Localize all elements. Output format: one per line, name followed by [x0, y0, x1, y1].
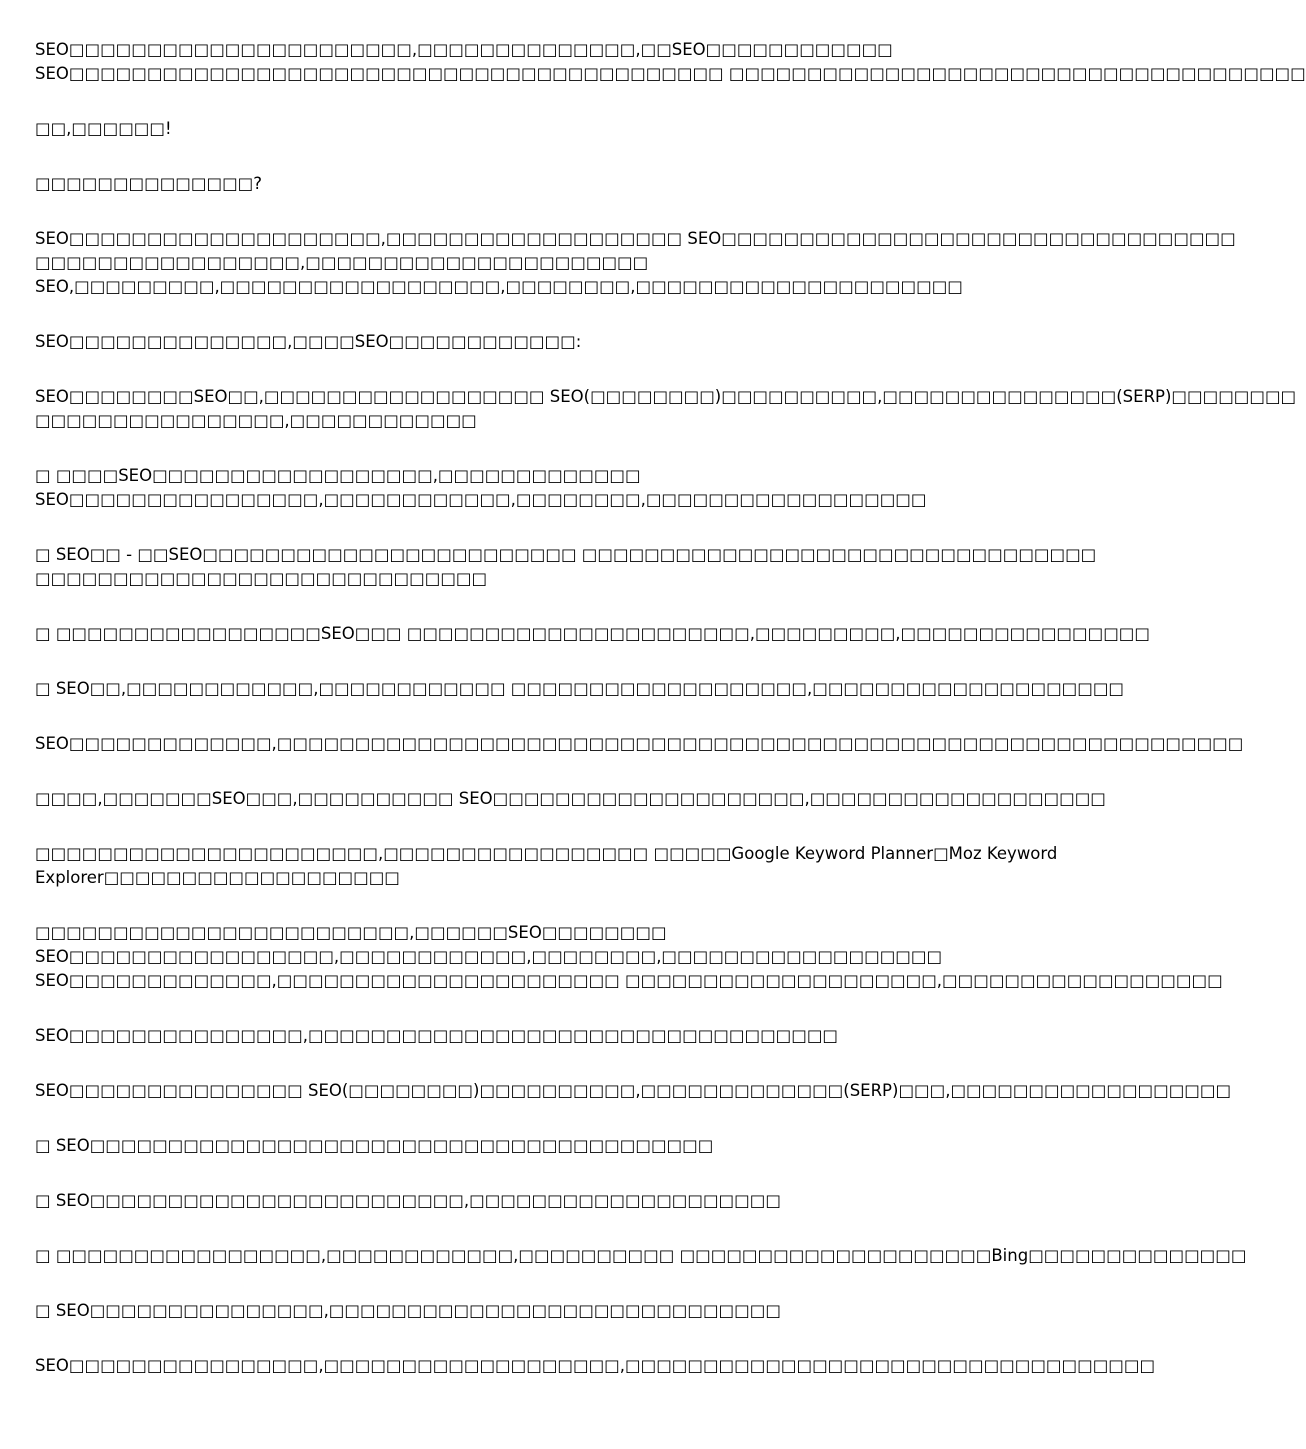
text-line: SEO□□□□□□□□SEO□□,□□□□□□□□□□□□□□□□□□ SEO(□□□□□□□□)□□□□□□□□□□,□□□□□□□□□□□□□□□(SERP)□□□□□□□□ [35, 387, 1297, 406]
paragraph-2 [35, 117, 995, 141]
paragraph-17 [35, 1134, 995, 1158]
paragraph-5 [35, 330, 995, 354]
text-line: □□□□□□□□□□□□□□□□□□□□□□□□□□□□□ [35, 569, 488, 588]
text-line: SEO□□□□□□□□□□□□□□□□,□□□□□□□□□□□□,□□□□□□□□,□□□□□□□□□□□□□□□□□□ [35, 490, 927, 509]
text-line: SEO,□□□□□□□□□,□□□□□□□□□□□□□□□□□□,□□□□□□□□,□□□□□□□□□□□□□□□□□□□□□ [35, 277, 963, 296]
paragraph-10 [35, 677, 1125, 701]
text-line: □□□□,□□□□□□□SEO□□□,□□□□□□□□□□ SEO□□□□□□□□□□□□□□□□□□□□,□□□□□□□□□□□□□□□□□□□ [35, 789, 1106, 808]
text-line: □□□□□□□□□□□□□□□□□,□□□□□□□□□□□□□□□□□□□□□□ [35, 253, 649, 272]
paragraph-1 [35, 38, 1306, 86]
paragraph-18 [35, 1189, 995, 1213]
paragraph-11 [35, 732, 1244, 756]
paragraph-7 [35, 464, 995, 512]
paragraph-12 [35, 787, 1106, 811]
text-line: SEO□□□□□□□□□□□□□□□□□□□□□□,□□□□□□□□□□□□□□,□□SEO□□□□□□□□□□□□ [35, 40, 893, 59]
text-line: □ SEO□□□□□□□□□□□□□□□□□□□□□□□□□□□□□□□□□□□□□□□□ [35, 1136, 714, 1155]
text-line: SEO□□□□□□□□□□□□□□□□,□□□□□□□□□□□□□□□□□□□,□□□□□□□□□□□□□□□□□□□□□□□□□□□□□□□□□□ [35, 1356, 1156, 1375]
text-line: □ □□□□□□□□□□□□□□□□□SEO□□□ □□□□□□□□□□□□□□□□□□□□□□,□□□□□□□□□,□□□□□□□□□□□□□□□□ [35, 624, 1150, 643]
text-line: SEO□□□□□□□□□□□□□□□□□□□□□□□□□□□□□□□□□□□□□□□□□□ □□□□□□□□□□□□□□□□□□□□□□□□□□□□□□□□□□□□□ [35, 64, 1306, 83]
paragraph-13 [35, 842, 1058, 890]
paragraph-9 [35, 622, 1150, 646]
text-line: □ □□□□SEO□□□□□□□□□□□□□□□□□□,□□□□□□□□□□□□□ [35, 466, 641, 485]
text-line: SEO□□□□□□□□□□□□□,□□□□□□□□□□□□□□□□□□□□□□ □□□□□□□□□□□□□□□□□□□□,□□□□□□□□□□□□□□□□□□ [35, 971, 1223, 990]
text-line: □ □□□□□□□□□□□□□□□□□,□□□□□□□□□□□□,□□□□□□□□□□ □□□□□□□□□□□□□□□□□□□□Bing□□□□□□□□□□□□□□ [35, 1246, 1247, 1265]
text-line: □□□□□□□□□□□□□□□□□□□□□□□□,□□□□□□SEO□□□□□□□□ [35, 923, 667, 942]
text-line: □□□□□□□□□□□□□□□□□□□□□□,□□□□□□□□□□□□□□□□□ □□□□□Google Keyword Planner□Moz Keyword [35, 844, 1058, 863]
paragraph-21 [35, 1354, 1156, 1378]
paragraph-20 [35, 1299, 995, 1323]
text-line: □ SEO□□ - □□SEO□□□□□□□□□□□□□□□□□□□□□□□□ □□□□□□□□□□□□□□□□□□□□□□□□□□□□□□□□□ [35, 545, 1097, 564]
text-line: SEO□□□□□□□□□□□□□□□ SEO(□□□□□□□□)□□□□□□□□□□,□□□□□□□□□□□□□(SERP)□□□,□□□□□□□□□□□□□□□□□□ [35, 1081, 1232, 1100]
paragraph-14 [35, 921, 1223, 993]
paragraph-6 [35, 385, 1297, 433]
text-line: □□□□□□□□□□□□□□□□,□□□□□□□□□□□□ [35, 411, 477, 430]
text-line: SEO□□□□□□□□□□□□□□,□□□□SEO□□□□□□□□□□□□: [35, 332, 582, 351]
text-line: □ SEO□□,□□□□□□□□□□□□,□□□□□□□□□□□□ □□□□□□□□□□□□□□□□□□□,□□□□□□□□□□□□□□□□□□□□ [35, 679, 1125, 698]
text-line: Explorer□□□□□□□□□□□□□□□□□□□ [35, 868, 400, 887]
paragraph-19 [35, 1244, 1247, 1268]
paragraph-15 [35, 1024, 995, 1048]
paragraph-8 [35, 543, 1097, 591]
text-line: SEO□□□□□□□□□□□□□□□,□□□□□□□□□□□□□□□□□□□□□□□□□□□□□□□□□□ [35, 1026, 839, 1045]
text-line: □□□□□□□□□□□□□□? [35, 174, 263, 193]
text-line: SEO□□□□□□□□□□□□□□□□□□□□,□□□□□□□□□□□□□□□□□□□ SEO□□□□□□□□□□□□□□□□□□□□□□□□□□□□□□□□□ [35, 229, 1236, 248]
text-line: SEO□□□□□□□□□□□□□□□□□,□□□□□□□□□□□□,□□□□□□□□,□□□□□□□□□□□□□□□□□□ [35, 947, 943, 966]
paragraph-4 [35, 227, 1236, 299]
text-line: □ SEO□□□□□□□□□□□□□□□□□□□□□□□□,□□□□□□□□□□□□□□□□□□□□ [35, 1191, 781, 1210]
text-line: □ SEO□□□□□□□□□□□□□□□,□□□□□□□□□□□□□□□□□□□□□□□□□□□□□ [35, 1301, 781, 1320]
document-body [35, 38, 1306, 1409]
text-line: SEO□□□□□□□□□□□□□,□□□□□□□□□□□□□□□□□□□□□□□□□□□□□□□□□□□□□□□□□□□□□□□□□□□□□□□□□□□□□□ [35, 734, 1244, 753]
paragraph-3 [35, 172, 995, 196]
text-line: □□,□□□□□□! [35, 119, 172, 138]
paragraph-16 [35, 1079, 1232, 1103]
